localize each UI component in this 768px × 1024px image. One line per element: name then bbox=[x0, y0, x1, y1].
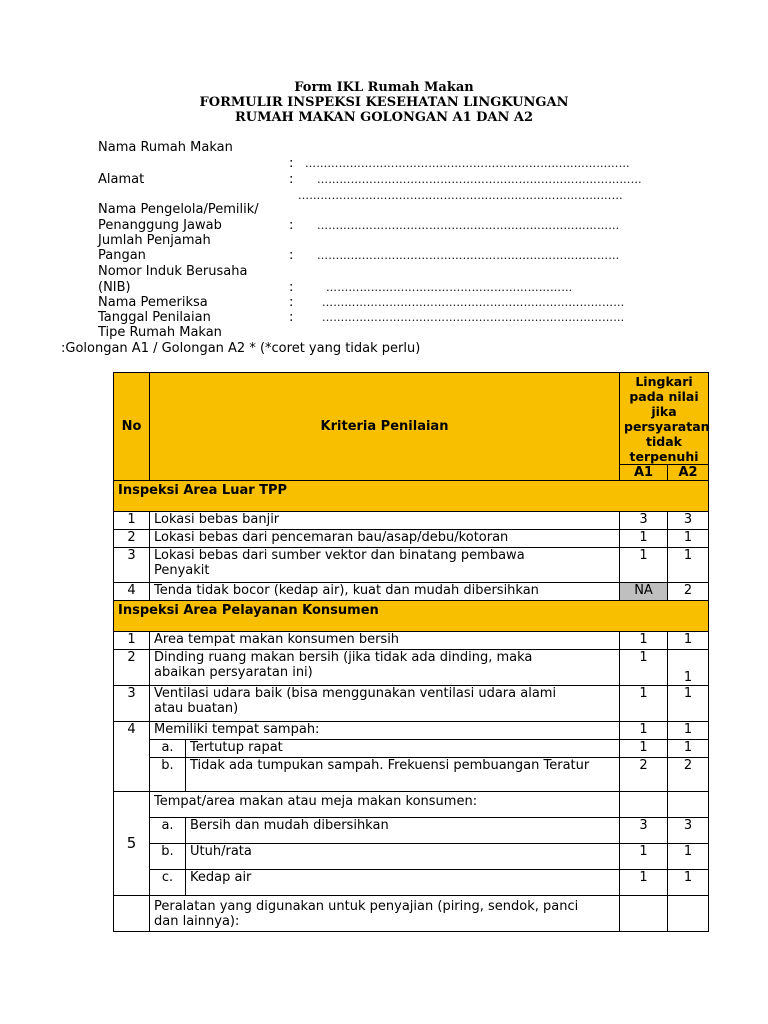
colon: : bbox=[289, 280, 294, 295]
colon: : bbox=[289, 295, 294, 310]
table-row bbox=[114, 686, 709, 722]
row-no: 2 bbox=[114, 530, 150, 548]
score-a2-empty[interactable] bbox=[668, 896, 709, 932]
score-a2-empty[interactable] bbox=[668, 792, 709, 818]
form-subtitle: FORMULIR INSPEKSI KESEHATAN LINGKUNGAN bbox=[199, 95, 569, 110]
table-row bbox=[114, 632, 709, 650]
row-text: Lokasi bebas dari sumber vektor dan binatang pembawa Penyakit bbox=[150, 548, 620, 583]
row-text: Dinding ruang makan bersih (jika tidak ada dinding, maka abaikan persyaratan ini) bbox=[150, 650, 620, 686]
row-text: Peralatan yang digunakan untuk penyajian (piring, sendok, panci dan lainnya): bbox=[150, 896, 620, 932]
score-a1[interactable]: 1 bbox=[620, 650, 668, 686]
table-row bbox=[114, 740, 709, 758]
row-no: 1 bbox=[114, 632, 150, 650]
row-text: Tenda tidak bocor (kedap air), kuat dan mudah dibersihkan bbox=[150, 583, 620, 601]
score-a1[interactable]: 3 bbox=[620, 818, 668, 844]
row-text: Tertutup rapat bbox=[186, 740, 620, 758]
row-sub: b. bbox=[150, 758, 186, 792]
row-text: Lokasi bebas banjir bbox=[150, 512, 620, 530]
section-title: Inspeksi Area Luar TPP bbox=[114, 481, 709, 512]
table-row bbox=[114, 530, 709, 548]
header-kriteria: Kriteria Penilaian bbox=[150, 373, 620, 481]
score-a1[interactable]: 2 bbox=[620, 758, 668, 792]
row-sub: c. bbox=[150, 870, 186, 896]
table-row bbox=[114, 792, 709, 818]
golongan-option: :Golongan A1 / Golongan A2 * (*coret yang tidak perlu) bbox=[61, 341, 421, 356]
score-a1-empty[interactable] bbox=[620, 896, 668, 932]
row-text: Tidak ada tumpukan sampah. Frekuensi pembuangan Teratur bbox=[186, 758, 620, 792]
colon: : bbox=[289, 156, 294, 171]
score-a1-empty[interactable] bbox=[620, 792, 668, 818]
header-no: No bbox=[114, 373, 150, 481]
score-a2[interactable]: 1 bbox=[668, 722, 709, 740]
row-no: 4 bbox=[114, 722, 150, 792]
score-a1[interactable]: 1 bbox=[620, 722, 668, 740]
table-row bbox=[114, 844, 709, 870]
row-text: Area tempat makan konsumen bersih bbox=[150, 632, 620, 650]
fill-line-alamat[interactable]: …………………………………………………………………………… bbox=[317, 173, 642, 186]
fill-line-penjamah[interactable]: ……………………………………………………………………… bbox=[317, 249, 620, 262]
table-row bbox=[114, 870, 709, 896]
row-text: Bersih dan mudah dibersihkan bbox=[186, 818, 620, 844]
score-a2[interactable]: 1 bbox=[668, 686, 709, 722]
fill-line-pemeriksa[interactable]: ……………………………………………………………………… bbox=[322, 296, 625, 309]
score-a2[interactable]: 2 bbox=[668, 758, 709, 792]
row-text: Memiliki tempat sampah: bbox=[150, 722, 620, 740]
score-a2[interactable]: 1 bbox=[668, 870, 709, 896]
table-row bbox=[114, 722, 709, 740]
score-a1[interactable]: 1 bbox=[620, 632, 668, 650]
score-a2[interactable]: 1 bbox=[668, 844, 709, 870]
label-pemeriksa: Nama Pemeriksa bbox=[98, 295, 208, 310]
table-row bbox=[114, 548, 709, 583]
row-sub: a. bbox=[150, 818, 186, 844]
fill-line-nama[interactable]: …………………………………………………………………………… bbox=[305, 157, 630, 170]
score-a1[interactable]: 1 bbox=[620, 530, 668, 548]
row-text: Kedap air bbox=[186, 870, 620, 896]
row-no: 4 bbox=[114, 583, 150, 601]
fill-line-alamat-2[interactable]: …………………………………………………………………………… bbox=[298, 189, 623, 202]
score-a2[interactable]: 1 bbox=[668, 650, 709, 686]
label-pangan: Pangan bbox=[98, 248, 146, 263]
colon: : bbox=[289, 248, 294, 263]
score-a1[interactable]: 3 bbox=[620, 512, 668, 530]
score-a1[interactable]: 1 bbox=[620, 870, 668, 896]
score-a2[interactable]: 1 bbox=[668, 740, 709, 758]
score-a1[interactable]: 1 bbox=[620, 686, 668, 722]
label-nib: Nomor Induk Berusaha bbox=[98, 264, 248, 279]
label-pengelola: Nama Pengelola/Pemilik/ bbox=[98, 202, 259, 217]
score-a1-na: NA bbox=[620, 583, 668, 601]
row-no: 3 bbox=[114, 686, 150, 722]
score-a2[interactable]: 1 bbox=[668, 530, 709, 548]
score-a2[interactable]: 3 bbox=[668, 818, 709, 844]
label-nama-rumah-makan: Nama Rumah Makan bbox=[98, 140, 233, 155]
form-title: Form IKL Rumah Makan bbox=[294, 80, 474, 95]
table-row bbox=[114, 758, 709, 792]
label-tanggal: Tanggal Penilaian bbox=[98, 310, 211, 325]
row-sub: b. bbox=[150, 844, 186, 870]
table-row bbox=[114, 512, 709, 530]
colon: : bbox=[289, 218, 294, 233]
label-jumlah-penjamah: Jumlah Penjamah bbox=[98, 233, 211, 248]
score-a2[interactable]: 3 bbox=[668, 512, 709, 530]
table-row bbox=[114, 650, 709, 686]
fill-line-tanggal[interactable]: ……………………………………………………………………… bbox=[322, 311, 625, 324]
row-text: Utuh/rata bbox=[186, 844, 620, 870]
section-row bbox=[114, 481, 709, 512]
score-a2[interactable]: 1 bbox=[668, 548, 709, 583]
section-row bbox=[114, 601, 709, 632]
label-nib-short: (NIB) bbox=[98, 280, 131, 295]
colon: : bbox=[289, 172, 294, 187]
row-no-empty bbox=[114, 896, 150, 932]
label-alamat: Alamat bbox=[98, 172, 145, 187]
table-row bbox=[114, 583, 709, 601]
row-no: 2 bbox=[114, 650, 150, 686]
header-a2: A2 bbox=[668, 465, 709, 481]
form-subtitle-2: RUMAH MAKAN GOLONGAN A1 DAN A2 bbox=[234, 110, 534, 125]
row-text: Tempat/area makan atau meja makan konsumen: bbox=[150, 792, 620, 818]
score-a1[interactable]: 1 bbox=[620, 548, 668, 583]
inspection-table bbox=[113, 372, 709, 932]
section-title: Inspeksi Area Pelayanan Konsumen bbox=[114, 601, 709, 632]
table-header bbox=[114, 373, 709, 465]
row-no: 5 bbox=[114, 792, 150, 896]
header-a1: A1 bbox=[620, 465, 668, 481]
row-sub: a. bbox=[150, 740, 186, 758]
label-tipe: Tipe Rumah Makan bbox=[98, 325, 222, 340]
row-no: 3 bbox=[114, 548, 150, 583]
label-penanggung-jawab: Penanggung Jawab bbox=[98, 218, 222, 233]
score-a2[interactable]: 1 bbox=[668, 632, 709, 650]
table-row bbox=[114, 818, 709, 844]
row-text: Lokasi bebas dari pencemaran bau/asap/debu/kotoran bbox=[150, 530, 620, 548]
score-a1[interactable]: 1 bbox=[620, 844, 668, 870]
score-a1[interactable]: 1 bbox=[620, 740, 668, 758]
table-row bbox=[114, 896, 709, 932]
score-a2[interactable]: 2 bbox=[668, 583, 709, 601]
header-lingkari: Lingkari pada nilai jika persyaratan tidak terpenuhi bbox=[620, 373, 709, 465]
fill-line-nib[interactable]: ………………………………………………………… bbox=[326, 281, 573, 294]
fill-line-pengelola[interactable]: ……………………………………………………………………… bbox=[317, 219, 620, 232]
row-text: Ventilasi udara baik (bisa menggunakan ventilasi udara alami atau buatan) bbox=[150, 686, 620, 722]
row-no: 1 bbox=[114, 512, 150, 530]
colon: : bbox=[289, 310, 294, 325]
